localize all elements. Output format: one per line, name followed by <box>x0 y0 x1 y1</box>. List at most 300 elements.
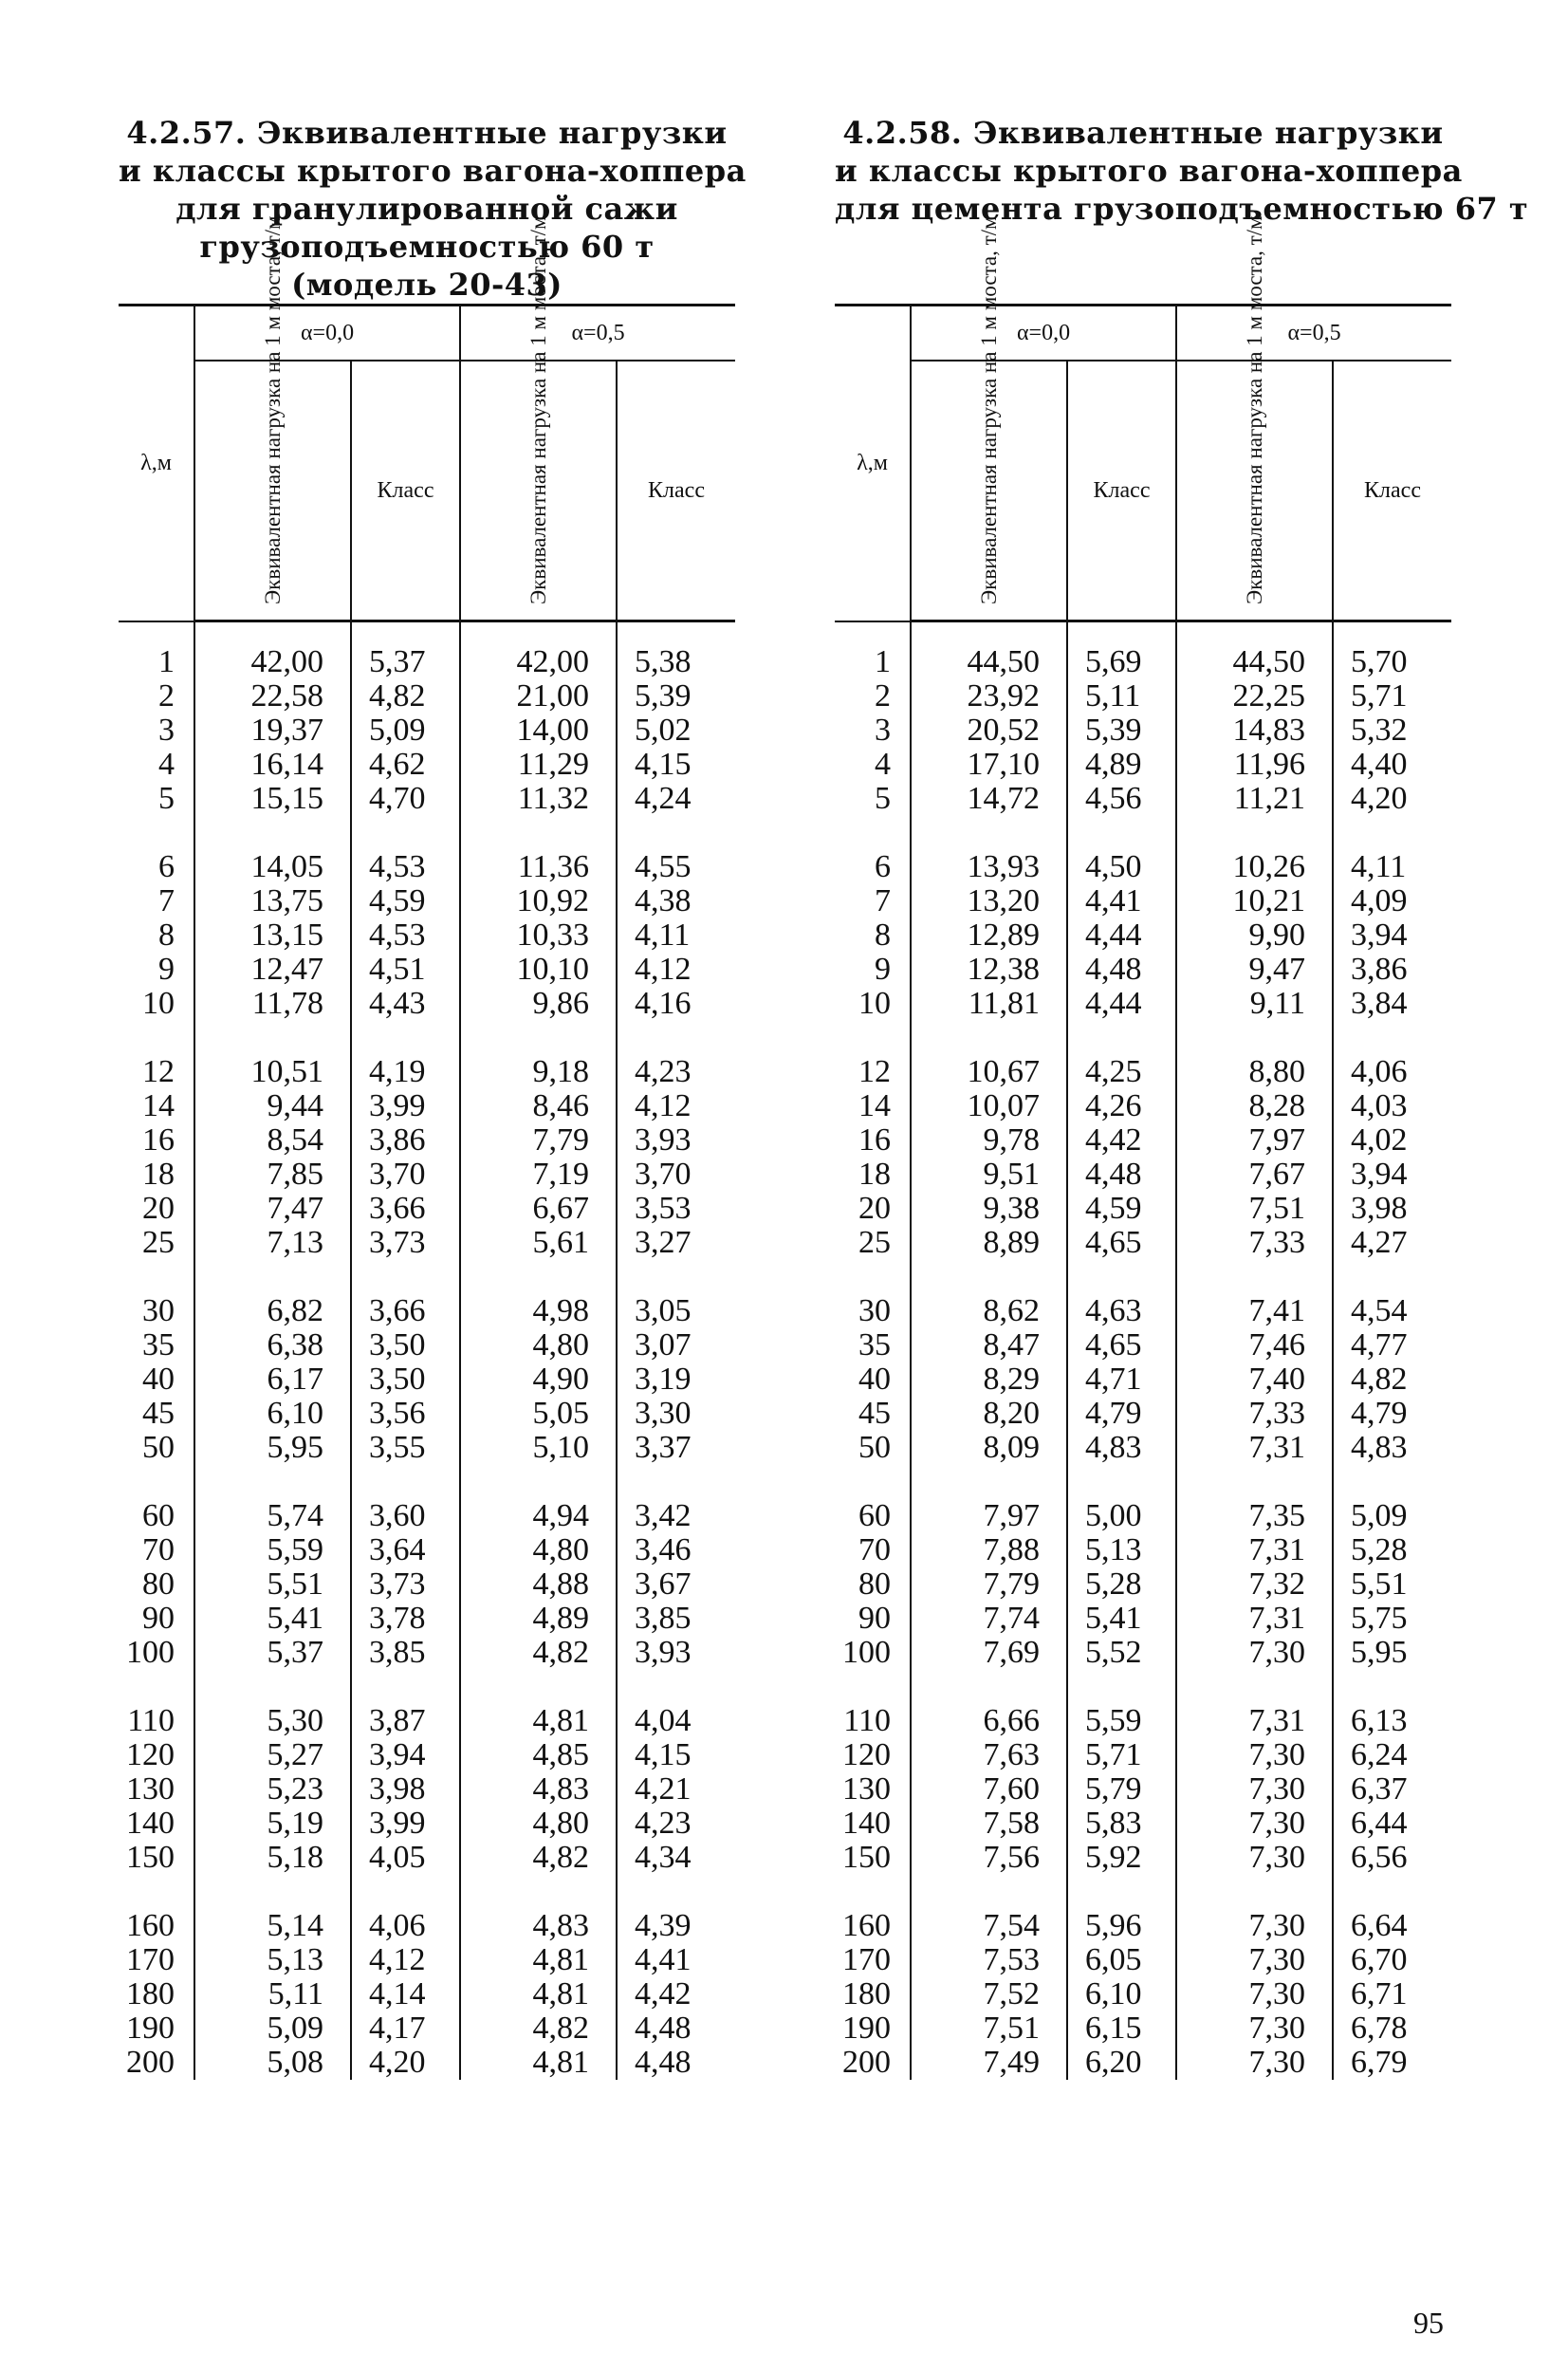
class-a00-cell: 3,94 <box>351 1738 460 1772</box>
class-a05-cell: 5,28 <box>1333 1533 1451 1567</box>
load-a05-cell: 8,28 <box>1176 1089 1333 1123</box>
load-a00-cell: 7,49 <box>911 2046 1067 2080</box>
lambda-cell: 190 <box>126 2011 175 2046</box>
load-a05-cell: 7,33 <box>1176 1226 1333 1260</box>
load-a05-cell: 8,80 <box>1176 1055 1333 1089</box>
load-a05-cell: 11,36 <box>460 850 617 884</box>
load-a05-cell: 5,61 <box>460 1226 617 1260</box>
table-row <box>835 1807 1451 1841</box>
load-a00-cell: 6,17 <box>194 1362 351 1397</box>
load-a00-cell: 42,00 <box>194 621 351 680</box>
class-a00-cell: 3,78 <box>351 1602 460 1636</box>
class-a00-cell: 3,66 <box>351 1294 460 1328</box>
class-a00-cell: 5,83 <box>1067 1807 1176 1841</box>
table-row <box>835 679 1451 714</box>
lambda-cell: 7 <box>875 883 891 918</box>
class-a05-cell: 4,16 <box>617 987 735 1021</box>
class-a05-cell: 5,71 <box>1333 679 1451 714</box>
title-line: 4.2.57. Эквивалентные нагрузки <box>126 115 728 151</box>
load-a00-cell: 7,88 <box>911 1533 1067 1567</box>
load-a05-cell: 7,30 <box>1176 1636 1333 1670</box>
load-a00-cell: 5,51 <box>194 1567 351 1602</box>
class-a05-cell: 4,38 <box>617 884 735 918</box>
table-row <box>119 1909 735 1943</box>
load-a05-cell: 22,25 <box>1176 679 1333 714</box>
table-row <box>119 782 735 816</box>
lambda-cell: 7 <box>158 883 175 918</box>
class-a00-cell: 4,83 <box>1067 1431 1176 1465</box>
class-a05-cell: 4,54 <box>1333 1294 1451 1328</box>
load-a05-cell: 4,80 <box>460 1533 617 1567</box>
load-a00-cell: 7,69 <box>911 1636 1067 1670</box>
lambda-header: λ,м <box>119 306 194 621</box>
class-a00-cell: 4,53 <box>351 918 460 953</box>
load-a00-cell: 5,59 <box>194 1533 351 1567</box>
lambda-cell: 200 <box>126 2045 175 2080</box>
lambda-cell: 3 <box>158 713 175 748</box>
lambda-cell: 80 <box>142 1566 175 1602</box>
lambda-cell: 140 <box>842 1806 891 1841</box>
load-a05-cell: 10,92 <box>460 884 617 918</box>
class-a00-cell: 5,00 <box>1067 1499 1176 1533</box>
class-a00-cell: 4,14 <box>351 1977 460 2011</box>
lambda-cell: 35 <box>142 1327 175 1362</box>
table-row <box>119 679 735 714</box>
lambda-cell: 180 <box>126 1976 175 2011</box>
load-a00-cell: 8,54 <box>194 1123 351 1158</box>
lambda-cell: 4 <box>875 747 891 782</box>
class-a00-cell: 3,98 <box>351 1772 460 1807</box>
lambda-cell: 5 <box>875 781 891 816</box>
class-a05-cell: 4,12 <box>617 953 735 987</box>
table-row <box>835 1977 1451 2011</box>
group-spacer <box>835 816 1451 850</box>
lambda-cell: 110 <box>127 1703 175 1738</box>
load-a00-cell: 7,58 <box>911 1807 1067 1841</box>
table-row <box>119 2046 735 2080</box>
table-row <box>835 953 1451 987</box>
class-a05-cell: 4,04 <box>617 1704 735 1738</box>
class-a00-cell: 4,65 <box>1067 1328 1176 1362</box>
class-a05-cell: 6,56 <box>1333 1841 1451 1875</box>
table-4-2-57 <box>119 114 747 2080</box>
class-a00-cell: 4,43 <box>351 987 460 1021</box>
class-a05-cell: 6,37 <box>1333 1772 1451 1807</box>
load-a05-cell: 42,00 <box>460 621 617 680</box>
class-a00-cell: 4,59 <box>1067 1192 1176 1226</box>
load-a05-cell: 5,05 <box>460 1397 617 1431</box>
load-a05-cell: 9,11 <box>1176 987 1333 1021</box>
class-a00-cell: 3,50 <box>351 1362 460 1397</box>
class-a05-cell: 3,07 <box>617 1328 735 1362</box>
data-table <box>835 215 1451 2080</box>
class-a00-cell: 4,62 <box>351 748 460 782</box>
class-a05-cell: 3,30 <box>617 1397 735 1431</box>
load-header: Эквивалентная нагрузка на 1 м моста, т/м <box>911 361 1067 621</box>
lambda-cell: 90 <box>858 1601 891 1636</box>
load-a00-cell: 8,09 <box>911 1431 1067 1465</box>
table-row <box>835 1226 1451 1260</box>
load-a00-cell: 11,78 <box>194 987 351 1021</box>
lambda-cell: 5 <box>158 781 175 816</box>
table-row <box>835 1841 1451 1875</box>
load-a00-cell: 22,58 <box>194 679 351 714</box>
load-a05-cell: 7,79 <box>460 1123 617 1158</box>
class-a05-cell: 3,98 <box>1333 1192 1451 1226</box>
class-a00-cell: 4,63 <box>1067 1294 1176 1328</box>
group-spacer <box>119 1465 735 1499</box>
table-body <box>119 621 735 2081</box>
class-a05-cell: 3,67 <box>617 1567 735 1602</box>
lambda-cell: 60 <box>858 1498 891 1533</box>
lambda-cell: 140 <box>126 1806 175 1841</box>
class-a00-cell: 3,73 <box>351 1567 460 1602</box>
load-a00-cell: 5,19 <box>194 1807 351 1841</box>
lambda-cell: 170 <box>126 1942 175 1977</box>
load-a00-cell: 14,72 <box>911 782 1067 816</box>
group-spacer <box>119 1021 735 1055</box>
table-row <box>119 1226 735 1260</box>
load-a05-cell: 11,21 <box>1176 782 1333 816</box>
lambda-cell: 18 <box>858 1157 891 1192</box>
load-a00-cell: 8,47 <box>911 1328 1067 1362</box>
table-row <box>835 1431 1451 1465</box>
table-row <box>835 1943 1451 1977</box>
load-a00-cell: 9,78 <box>911 1123 1067 1158</box>
class-header: Класс <box>1067 361 1176 621</box>
table-row <box>835 1602 1451 1636</box>
class-a00-cell: 3,73 <box>351 1226 460 1260</box>
class-a05-cell: 6,64 <box>1333 1909 1451 1943</box>
load-a05-cell: 4,81 <box>460 1977 617 2011</box>
group-spacer <box>835 1875 1451 1909</box>
table-row <box>835 918 1451 953</box>
table-row <box>119 1567 735 1602</box>
table-row <box>119 1431 735 1465</box>
title-line: и классы крытого вагона-хоппера <box>835 153 1463 189</box>
load-a00-cell: 9,38 <box>911 1192 1067 1226</box>
load-a00-cell: 20,52 <box>911 714 1067 748</box>
lambda-cell: 190 <box>842 2011 891 2046</box>
lambda-cell: 9 <box>158 952 175 987</box>
class-a05-cell: 4,34 <box>617 1841 735 1875</box>
group-spacer <box>835 1260 1451 1294</box>
class-a05-cell: 4,12 <box>617 1089 735 1123</box>
class-a00-cell: 5,52 <box>1067 1636 1176 1670</box>
load-a00-cell: 7,60 <box>911 1772 1067 1807</box>
load-a05-cell: 14,00 <box>460 714 617 748</box>
class-a05-cell: 4,21 <box>617 1772 735 1807</box>
load-a05-cell: 9,86 <box>460 987 617 1021</box>
load-a00-cell: 16,14 <box>194 748 351 782</box>
class-a05-cell: 3,42 <box>617 1499 735 1533</box>
load-a05-cell: 4,83 <box>460 1772 617 1807</box>
class-a05-cell: 3,27 <box>617 1226 735 1260</box>
class-a00-cell: 4,19 <box>351 1055 460 1089</box>
class-a05-cell: 5,38 <box>617 621 735 680</box>
load-a05-cell: 7,31 <box>1176 1602 1333 1636</box>
lambda-cell: 25 <box>858 1225 891 1260</box>
load-a05-cell: 4,90 <box>460 1362 617 1397</box>
class-a05-cell: 6,13 <box>1333 1704 1451 1738</box>
load-a05-cell: 10,21 <box>1176 884 1333 918</box>
load-a00-cell: 13,75 <box>194 884 351 918</box>
table-row <box>835 714 1451 748</box>
class-a00-cell: 5,09 <box>351 714 460 748</box>
lambda-cell: 60 <box>142 1498 175 1533</box>
class-a00-cell: 4,71 <box>1067 1362 1176 1397</box>
lambda-cell: 18 <box>142 1157 175 1192</box>
class-a05-cell: 6,24 <box>1333 1738 1451 1772</box>
lambda-cell: 70 <box>142 1532 175 1567</box>
load-a00-cell: 7,63 <box>911 1738 1067 1772</box>
table-row <box>119 1362 735 1397</box>
group-spacer <box>119 816 735 850</box>
class-header: Класс <box>617 361 735 621</box>
class-a00-cell: 4,05 <box>351 1841 460 1875</box>
table-row <box>835 1294 1451 1328</box>
class-a05-cell: 5,51 <box>1333 1567 1451 1602</box>
load-a00-cell: 8,89 <box>911 1226 1067 1260</box>
class-a05-cell: 4,39 <box>617 1909 735 1943</box>
table-row <box>119 1055 735 1089</box>
table-row <box>119 1123 735 1158</box>
lambda-cell: 150 <box>126 1840 175 1875</box>
class-header: Класс <box>351 361 460 621</box>
load-a00-cell: 12,89 <box>911 918 1067 953</box>
load-a00-cell: 6,10 <box>194 1397 351 1431</box>
table-body <box>835 621 1451 2081</box>
load-a05-cell: 44,50 <box>1176 621 1333 680</box>
load-a05-cell: 11,29 <box>460 748 617 782</box>
class-a00-cell: 4,42 <box>1067 1123 1176 1158</box>
lambda-cell: 6 <box>875 849 891 884</box>
load-a00-cell: 8,29 <box>911 1362 1067 1397</box>
class-a05-cell: 5,09 <box>1333 1499 1451 1533</box>
class-a05-cell: 3,53 <box>617 1192 735 1226</box>
load-a00-cell: 13,20 <box>911 884 1067 918</box>
class-a05-cell: 4,83 <box>1333 1431 1451 1465</box>
class-a05-cell: 4,40 <box>1333 748 1451 782</box>
load-a05-cell: 7,97 <box>1176 1123 1333 1158</box>
class-a05-cell: 4,27 <box>1333 1226 1451 1260</box>
table-row <box>835 1738 1451 1772</box>
load-a00-cell: 5,95 <box>194 1431 351 1465</box>
load-a05-cell: 4,85 <box>460 1738 617 1772</box>
class-a05-cell: 4,23 <box>617 1807 735 1841</box>
load-a05-cell: 7,40 <box>1176 1362 1333 1397</box>
load-a05-cell: 8,46 <box>460 1089 617 1123</box>
class-a05-cell: 6,79 <box>1333 2046 1451 2080</box>
lambda-cell: 130 <box>842 1771 891 1807</box>
lambda-cell: 170 <box>842 1942 891 1977</box>
table-row <box>119 953 735 987</box>
class-a05-cell: 4,15 <box>617 1738 735 1772</box>
load-a00-cell: 5,37 <box>194 1636 351 1670</box>
load-a00-cell: 9,51 <box>911 1158 1067 1192</box>
table-row <box>835 850 1451 884</box>
load-a05-cell: 4,82 <box>460 2011 617 2046</box>
class-a00-cell: 3,70 <box>351 1158 460 1192</box>
class-a00-cell: 3,86 <box>351 1123 460 1158</box>
load-header: Эквивалентная нагрузка на 1 м моста, т/м <box>194 361 351 621</box>
lambda-cell: 45 <box>858 1396 891 1431</box>
table-row <box>835 1089 1451 1123</box>
class-a00-cell: 4,20 <box>351 2046 460 2080</box>
load-a05-cell: 7,51 <box>1176 1192 1333 1226</box>
load-a05-cell: 7,30 <box>1176 1977 1333 2011</box>
table-row <box>835 1158 1451 1192</box>
load-a00-cell: 7,52 <box>911 1977 1067 2011</box>
class-a05-cell: 5,02 <box>617 714 735 748</box>
load-a05-cell: 6,67 <box>460 1192 617 1226</box>
class-a00-cell: 6,05 <box>1067 1943 1176 1977</box>
class-a00-cell: 5,59 <box>1067 1704 1176 1738</box>
class-a05-cell: 4,11 <box>617 918 735 953</box>
load-a05-cell: 4,82 <box>460 1841 617 1875</box>
load-a05-cell: 9,90 <box>1176 918 1333 953</box>
page-number: 95 <box>1413 2306 1444 2340</box>
class-a05-cell: 4,20 <box>1333 782 1451 816</box>
load-a00-cell: 44,50 <box>911 621 1067 680</box>
lambda-cell: 16 <box>142 1122 175 1158</box>
class-a05-cell: 3,84 <box>1333 987 1451 1021</box>
class-a00-cell: 3,55 <box>351 1431 460 1465</box>
load-a00-cell: 7,79 <box>911 1567 1067 1602</box>
load-a05-cell: 11,32 <box>460 782 617 816</box>
load-a00-cell: 5,11 <box>194 1977 351 2011</box>
load-a00-cell: 7,54 <box>911 1909 1067 1943</box>
lambda-cell: 120 <box>842 1737 891 1772</box>
table-row <box>119 2011 735 2046</box>
load-a00-cell: 5,27 <box>194 1738 351 1772</box>
load-a05-cell: 7,30 <box>1176 1772 1333 1807</box>
class-a00-cell: 4,59 <box>351 884 460 918</box>
load-a05-cell: 9,18 <box>460 1055 617 1089</box>
class-a00-cell: 4,41 <box>1067 884 1176 918</box>
lambda-cell: 14 <box>142 1088 175 1123</box>
class-a05-cell: 3,19 <box>617 1362 735 1397</box>
table-4-2-58 <box>835 114 1529 2080</box>
class-a05-cell: 6,78 <box>1333 2011 1451 2046</box>
table-row <box>119 1841 735 1875</box>
class-a05-cell: 5,95 <box>1333 1636 1451 1670</box>
class-a00-cell: 5,69 <box>1067 621 1176 680</box>
class-a00-cell: 5,96 <box>1067 1909 1176 1943</box>
load-a05-cell: 10,10 <box>460 953 617 987</box>
title-line: (модель 20-43) <box>291 267 563 303</box>
load-a05-cell: 4,82 <box>460 1636 617 1670</box>
lambda-cell: 8 <box>875 918 891 953</box>
class-a00-cell: 6,15 <box>1067 2011 1176 2046</box>
class-a05-cell: 6,71 <box>1333 1977 1451 2011</box>
load-a05-cell: 9,47 <box>1176 953 1333 987</box>
load-a05-cell: 7,30 <box>1176 1807 1333 1841</box>
table-title <box>835 114 1529 304</box>
lambda-cell: 45 <box>142 1396 175 1431</box>
class-a05-cell: 6,44 <box>1333 1807 1451 1841</box>
lambda-cell: 20 <box>142 1191 175 1226</box>
class-header: Класс <box>1333 361 1451 621</box>
load-a05-cell: 4,80 <box>460 1807 617 1841</box>
load-a00-cell: 7,51 <box>911 2011 1067 2046</box>
load-a05-cell: 21,00 <box>460 679 617 714</box>
class-a05-cell: 4,48 <box>617 2011 735 2046</box>
class-a00-cell: 6,20 <box>1067 2046 1176 2080</box>
class-a05-cell: 3,85 <box>617 1602 735 1636</box>
alpha-05-header: α=0,5 <box>1176 306 1451 361</box>
class-a00-cell: 3,64 <box>351 1533 460 1567</box>
load-a00-cell: 12,38 <box>911 953 1067 987</box>
load-a05-cell: 7,31 <box>1176 1704 1333 1738</box>
load-a05-cell: 7,33 <box>1176 1397 1333 1431</box>
title-line: 4.2.58. Эквивалентные нагрузки <box>842 115 1444 151</box>
load-a00-cell: 13,93 <box>911 850 1067 884</box>
load-a00-cell: 7,47 <box>194 1192 351 1226</box>
load-a00-cell: 13,15 <box>194 918 351 953</box>
load-a00-cell: 10,07 <box>911 1089 1067 1123</box>
lambda-cell: 4 <box>158 747 175 782</box>
class-a00-cell: 4,65 <box>1067 1226 1176 1260</box>
lambda-cell: 14 <box>858 1088 891 1123</box>
table-row <box>835 1704 1451 1738</box>
class-a05-cell: 3,86 <box>1333 953 1451 987</box>
class-a00-cell: 4,25 <box>1067 1055 1176 1089</box>
lambda-cell: 12 <box>142 1054 175 1089</box>
lambda-cell: 50 <box>142 1430 175 1465</box>
table-row <box>835 1636 1451 1670</box>
alpha-00-header: α=0,0 <box>911 306 1176 361</box>
class-a00-cell: 4,06 <box>351 1909 460 1943</box>
load-a00-cell: 5,08 <box>194 2046 351 2080</box>
load-a00-cell: 7,74 <box>911 1602 1067 1636</box>
lambda-cell: 200 <box>842 2045 891 2080</box>
table-row <box>835 782 1451 816</box>
load-a00-cell: 14,05 <box>194 850 351 884</box>
lambda-cell: 40 <box>858 1362 891 1397</box>
table-title <box>119 114 747 304</box>
group-spacer <box>119 1260 735 1294</box>
class-a00-cell: 4,82 <box>351 679 460 714</box>
class-a00-cell: 5,41 <box>1067 1602 1176 1636</box>
table-row <box>119 1192 735 1226</box>
class-a00-cell: 3,99 <box>351 1089 460 1123</box>
lambda-cell: 2 <box>158 678 175 714</box>
lambda-cell: 40 <box>142 1362 175 1397</box>
table-row <box>835 1055 1451 1089</box>
load-a05-cell: 7,46 <box>1176 1328 1333 1362</box>
class-a05-cell: 5,39 <box>617 679 735 714</box>
lambda-cell: 30 <box>142 1293 175 1328</box>
class-a00-cell: 6,10 <box>1067 1977 1176 2011</box>
class-a00-cell: 3,99 <box>351 1807 460 1841</box>
table-row <box>835 2046 1451 2080</box>
load-header: Эквивалентная нагрузка на 1 м моста, т/м <box>460 361 617 621</box>
load-a05-cell: 4,94 <box>460 1499 617 1533</box>
lambda-cell: 180 <box>842 1976 891 2011</box>
lambda-cell: 30 <box>858 1293 891 1328</box>
load-a00-cell: 10,51 <box>194 1055 351 1089</box>
lambda-cell: 1 <box>875 643 891 679</box>
lambda-cell: 160 <box>842 1908 891 1943</box>
load-a00-cell: 17,10 <box>911 748 1067 782</box>
load-a05-cell: 7,30 <box>1176 2046 1333 2080</box>
load-a00-cell: 23,92 <box>911 679 1067 714</box>
class-a00-cell: 4,17 <box>351 2011 460 2046</box>
table-row <box>119 621 735 680</box>
table-row <box>119 918 735 953</box>
class-a05-cell: 4,48 <box>617 2046 735 2080</box>
